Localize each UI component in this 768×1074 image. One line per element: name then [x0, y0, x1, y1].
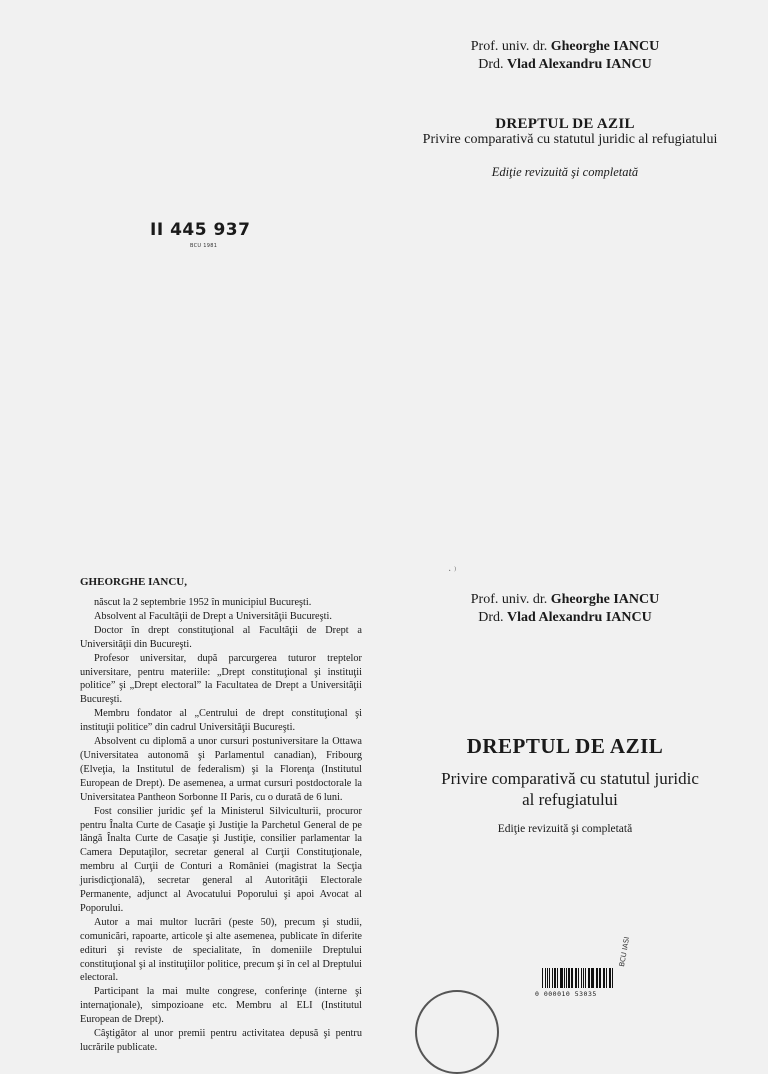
barcode-bar	[606, 968, 607, 988]
subtitle-line-1: Privire comparativă cu statutul juridic	[441, 769, 699, 788]
bottom-authors	[400, 591, 730, 627]
bio-text	[80, 596, 362, 1055]
author-prefix: Drd.	[478, 610, 504, 625]
bio-paragraph: Profesor universitar, după parcurgerea tuturor treptelor universitare, pentru materiile: „Drept constituţional şi instituţii politice” şi „Drept electoral” la Facultatea de Drept a Universităţii Bucureşti.	[80, 652, 362, 706]
bio-paragraph: Absolvent al Facultăţii de Drept a Universităţii Bucureşti.	[94, 610, 332, 622]
barcode-bar	[571, 968, 573, 988]
bio-name: GHEORGHE IANCU,	[80, 576, 187, 588]
author-prefix: Drd.	[478, 57, 504, 72]
bottom-author-1	[400, 591, 730, 609]
top-author-2	[400, 56, 730, 74]
bio-paragraph: Fost consilier juridic şef la Ministerul Silviculturii, procuror pentru Înalta Curte de Casaţie şi Justiţie la Parchetul General de pe lângă Înalta Curte de Casaţie şi Justiţie, consilier parlamentar la Camera Deputaţilor, secretar general al Curţii Constituţionale, membru al Curţii de Conturi a României (magistrat la Secţia jurisdicţională), secretar general al Autorităţii Electorale Permanente, adjunct al Avocatului Poporului şi apoi Avocat al Poporului.	[80, 805, 362, 914]
bio-paragraph: Doctor în drept constituţional al Facultăţii de Drept a Universităţii din Bucureşti.	[80, 624, 362, 650]
author-name: Gheorghe IANCU	[550, 592, 660, 607]
barcode-bar	[599, 968, 600, 988]
barcode-bar	[591, 968, 592, 988]
barcode-bar	[560, 968, 561, 988]
barcode-bar	[592, 968, 593, 988]
barcode-bar	[588, 968, 590, 988]
top-title: DREPTUL DE AZIL	[495, 116, 635, 132]
barcode-bar	[557, 968, 558, 988]
barcode-bar	[612, 968, 613, 988]
barcode-bar	[576, 968, 577, 988]
barcode-bar	[547, 968, 548, 988]
barcode-bar	[603, 968, 604, 988]
barcode-bar	[583, 968, 584, 988]
barcode-bar	[604, 968, 605, 988]
library-stamp: BCU IASI	[618, 936, 632, 968]
bio-paragraph: născut la 2 septembrie 1952 în municipiul Bucureşti.	[94, 597, 312, 608]
author-prefix: Prof. univ. dr.	[470, 39, 548, 54]
catalog-number: II 445 937	[150, 220, 251, 240]
author-name: Vlad Alexandru IANCU	[507, 57, 652, 72]
catalog-sub: BCU 1981	[190, 243, 218, 249]
subtitle-line-2: al refugiatului	[522, 790, 618, 809]
library-seal-icon	[415, 990, 499, 1074]
top-authors	[400, 38, 730, 74]
bio-paragraph: Membru fondator al „Centrului de drept constituţional şi instituţii politice” din cadrul Universităţii Bucureşti.	[80, 708, 362, 734]
barcode-bar	[575, 968, 576, 988]
barcode-bar	[566, 968, 567, 988]
barcode-bar	[552, 968, 553, 988]
bio-paragraph: Câştigător al unor premii pentru activitatea depusă şi pentru lucrările publicate.	[80, 1028, 362, 1053]
author-name: Gheorghe IANCU	[550, 39, 660, 54]
barcode-bar	[542, 968, 543, 988]
barcode-bar	[568, 968, 569, 988]
top-edition: Ediţie revizuită şi completată	[491, 165, 639, 179]
barcode-bar	[585, 968, 586, 988]
bio-paragraph: Autor a mai multor lucrări (peste 50), precum şi studii, comunicări, rapoarte, articole şi alte asemenea, publicate în diferite edituri şi reviste de specialitate, în domeniile Dreptului constituţional şi al instituţiilor politice, precum şi în cel al Dreptului electoral.	[80, 916, 362, 984]
barcode	[542, 968, 614, 988]
barcode-number: 0 000010 53035	[535, 990, 597, 998]
bottom-edition: Ediţie revizuită şi completată	[497, 823, 633, 835]
barcode-bar	[581, 968, 582, 988]
bio-paragraph: Absolvent cu diplomă a unor cursuri postuniversitare la Ottawa (Universitatea autonomă şi Parlamentul canadian), Fribourg (Elveţia, la Institutul de federalism) şi la Florenţa (Institutul European de Drept). De asemenea, a urmat cursuri postdoctorale la Universitatea Pantheon Sorbonne II Paris, cu o durată de 6 luni.	[80, 736, 362, 803]
barcode-bar	[545, 968, 546, 988]
barcode-bar	[609, 968, 611, 988]
top-author-1	[400, 38, 730, 56]
barcode-bar	[561, 968, 562, 988]
barcode-bar	[554, 968, 556, 988]
author-name: Vlad Alexandru IANCU	[507, 610, 652, 625]
author-prefix: Prof. univ. dr.	[470, 592, 548, 607]
bottom-author-2	[400, 609, 730, 627]
top-subtitle: Privire comparativă cu statutul juridic al refugiatului	[422, 132, 718, 147]
barcode-bar	[549, 968, 550, 988]
bio-paragraph: Participant la mai multe congrese, conferinţe (interne şi internaţionale), simpozioane etc. Membru al ELI (Institutul European de Drept).	[80, 986, 362, 1026]
bottom-subtitle	[420, 768, 720, 810]
barcode-bar	[564, 968, 565, 988]
scan-mark: · ⁾	[448, 566, 457, 577]
bottom-title: DREPTUL DE AZIL	[466, 734, 664, 758]
barcode-bar	[578, 968, 579, 988]
barcode-bar	[596, 968, 597, 988]
barcode-bar	[597, 968, 598, 988]
